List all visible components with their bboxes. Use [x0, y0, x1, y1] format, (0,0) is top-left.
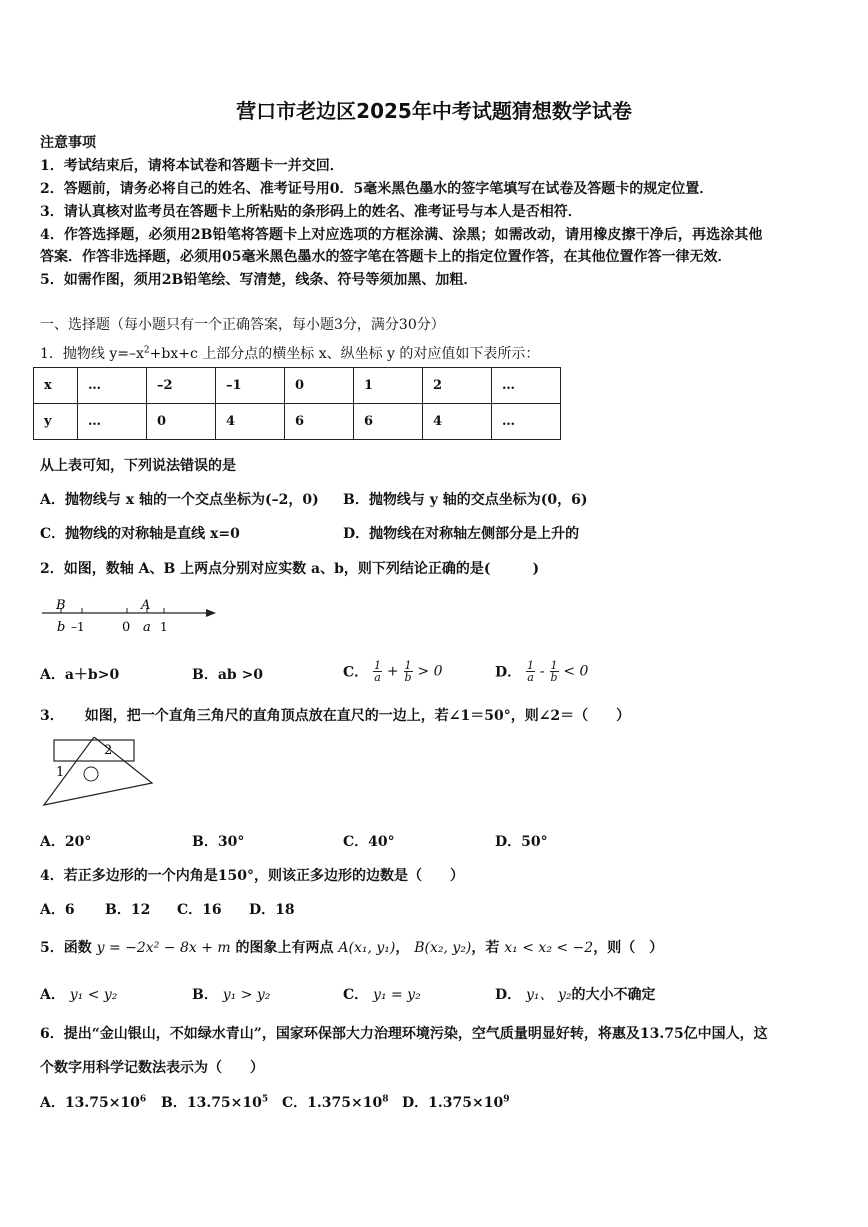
table-cell: 2: [423, 368, 492, 404]
note-item: 4．作答选择题，必须用2B铅笔将答题卡上对应选项的方框涂满、涂黑；如需改动，请用橡皮擦干净后，再选涂其他: [40, 227, 763, 243]
q1-prompt: 从上表可知，下列说法错误的是: [40, 458, 236, 474]
note-item: 1．考试结束后，请将本试卷和答题卡一并交回．: [40, 158, 344, 174]
table-cell: –1: [216, 368, 285, 404]
note-item: 答案．作答非选择题，必须用05毫米黑色墨水的签字笔在答题卡上的指定位置作答，在其他位置作答一律无效．: [40, 249, 732, 265]
section-heading: 一、选择题（每小题只有一个正确答案，每小题3分，满分30分）: [40, 317, 445, 333]
q3-option-b: B．30°: [192, 834, 245, 850]
table-cell: –2: [147, 368, 216, 404]
note-item: 3．请认真核对监考员在答题卡上所粘贴的条形码上的姓名、准考证号与本人是否相符．: [40, 204, 582, 220]
table-cell: y: [34, 404, 78, 440]
table-cell: …: [492, 368, 561, 404]
q5-stem: 5．函数 y = −2x² − 8x + m 的图象上有两点 A(x₁, y₁)， B(x₂, y₂)，若 x₁ < x₂ < −2，则（ ）: [40, 940, 664, 956]
note-item: 2．答题前，请务必将自己的姓名、准考证号用0．5毫米黑色墨水的签字笔填写在试卷及答题卡的规定位置．: [40, 181, 714, 197]
notes-heading: 注意事项: [40, 135, 96, 151]
q1-option-c: C．抛物线的对称轴是直线 x=0: [40, 526, 240, 542]
q1-option-b: B．抛物线与 y 轴的交点坐标为(0，6): [343, 492, 588, 508]
q1-option-d: D．抛物线在对称轴左侧部分是上升的: [343, 526, 580, 542]
table-cell: 4: [216, 404, 285, 440]
note-item: 5．如需作图，须用2B铅笔绘、写清楚，线条、符号等须加黑、加粗．: [40, 272, 478, 288]
page-title: 营口市老边区2025年中考试题猜想数学试卷: [236, 99, 632, 123]
value-a-label: a: [143, 620, 151, 635]
q1-option-a: A．抛物线与 x 轴的一个交点坐标为(–2，0): [40, 492, 319, 508]
q3-option-a: A．20°: [40, 834, 92, 850]
q4-stem: 4．若正多边形的一个内角是150°，则该正多边形的边数是（ ）: [40, 868, 464, 884]
q2-option-a: A．a＋b>0: [40, 667, 120, 683]
tick-one: 1: [160, 620, 168, 634]
table-cell: 0: [285, 368, 354, 404]
tick-minus-one: –1: [71, 620, 85, 634]
q6-option-a: A．$13.75\times 10^6$: [40, 1094, 147, 1111]
q6-option-d: D．$1.375\times 10^9$: [402, 1094, 510, 1111]
table-row: [34, 404, 561, 440]
q4-option-b: B．12: [105, 902, 151, 918]
q5-option-d: D． y₁、 y₂的大小不确定: [495, 987, 656, 1003]
q5-option-b: B． y₁ > y₂: [192, 987, 271, 1003]
table-cell: 4: [423, 404, 492, 440]
q2-option-c: C． $\frac{1}{a}$ + $\frac{1}{b}$ > 0: [343, 659, 443, 684]
triangle-ruler-figure: [40, 737, 160, 809]
q6-stem-line2: 个数字用科学记数法表示为（ ）: [40, 1060, 264, 1076]
q4-option-c: C．16: [177, 902, 222, 918]
table-cell: 6: [285, 404, 354, 440]
q2-option-d: D． $\frac{1}{a}$ - $\frac{1}{b}$ < 0: [495, 659, 589, 684]
q1-stem: 1．抛物线 $y=-x^2+bx+c$ 上部分点的横坐标 x、纵坐标 y 的对应值如下表所示：: [40, 345, 540, 362]
q6-option-c: C．$1.375\times 10^8$: [282, 1094, 389, 1111]
q2-option-b: B．ab >0: [192, 667, 264, 683]
table-cell: x: [34, 368, 78, 404]
angle-1-label: 1: [56, 765, 65, 780]
q6-option-b: B．$13.75\times 10^5$: [161, 1094, 269, 1111]
point-b-label: B: [56, 598, 66, 613]
q3-stem: 3． 如图，把一个直角三角尺的直角顶点放在直尺的一边上，若∠1＝50°，则∠2＝（ ）: [40, 708, 631, 724]
q4-option-d: D．18: [249, 902, 295, 918]
number-line-figure: [38, 596, 223, 636]
q6-stem-line1: 6．提出“金山银山，不如绿水青山”，国家环保部大力治理环境污染，空气质量明显好转，将惠及13.75亿中国人，这: [40, 1026, 768, 1042]
table-cell: …: [78, 368, 147, 404]
table-cell: 0: [147, 404, 216, 440]
q1-value-table: [33, 367, 561, 440]
q4-option-a: A．6: [40, 902, 75, 918]
q3-option-c: C．40°: [343, 834, 395, 850]
q5-option-c: C． y₁ = y₂: [343, 987, 421, 1003]
table-cell: …: [492, 404, 561, 440]
value-b-label: b: [57, 620, 66, 635]
table-cell: 1: [354, 368, 423, 404]
point-a-label: A: [141, 598, 151, 613]
table-row: [34, 368, 561, 404]
angle-2-label: 2: [104, 743, 113, 758]
tick-zero: 0: [122, 620, 131, 635]
q3-option-d: D．50°: [495, 834, 548, 850]
q5-option-a: A． y₁ < y₂: [40, 987, 118, 1003]
table-cell: …: [78, 404, 147, 440]
q2-stem: 2．如图，数轴 A、B 上两点分别对应实数 a、b，则下列结论正确的是( ): [40, 561, 540, 577]
table-cell: 6: [354, 404, 423, 440]
